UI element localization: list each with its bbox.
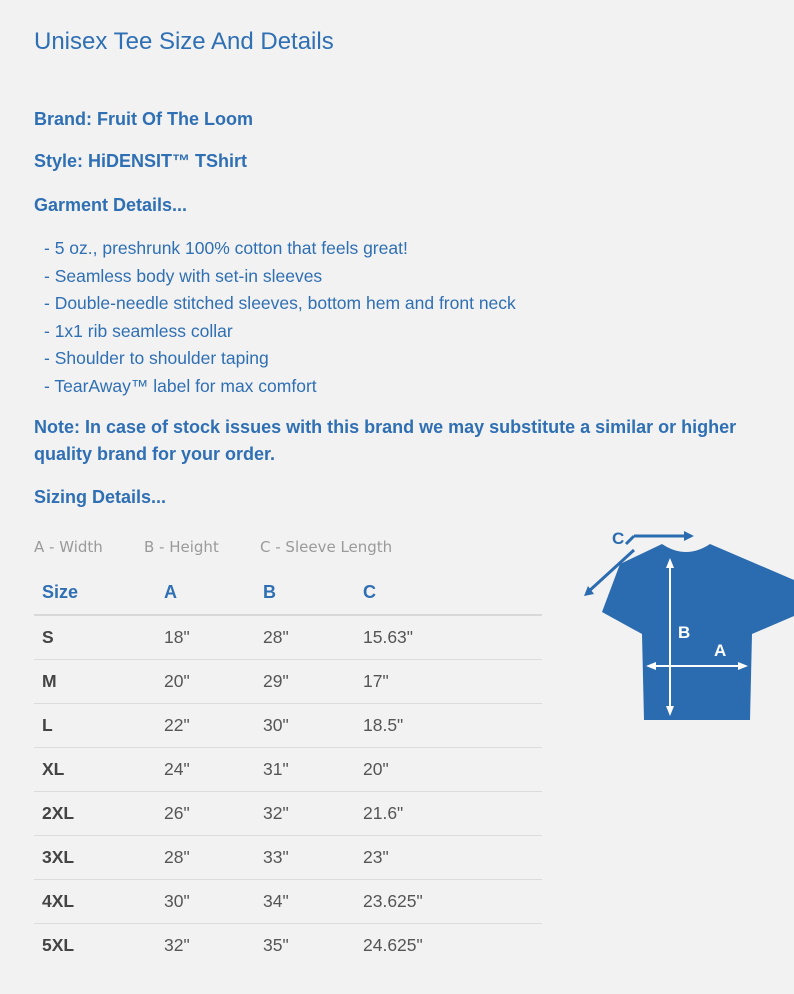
brand-line: Brand: Fruit Of The Loom [34, 109, 253, 129]
header-b: B [263, 570, 363, 615]
legend-b: B - Height [144, 538, 219, 556]
table-row [34, 615, 542, 660]
measurement-cell: 22" [164, 704, 263, 748]
table-row [34, 924, 542, 968]
list-item: - Shoulder to shoulder taping [44, 348, 269, 368]
measurement-cell: 26" [164, 792, 263, 836]
size-cell: L [34, 704, 164, 748]
size-cell: 5XL [42, 935, 75, 955]
measurement-cell: 20" [164, 660, 263, 704]
legend-a: A - Width [34, 538, 103, 556]
list-item: - 5 oz., preshrunk 100% cotton that feels great! [44, 238, 408, 258]
garment-details-list [44, 236, 516, 401]
measurement-cell: 28" [164, 836, 263, 880]
measurement-cell: 32" [164, 935, 190, 955]
measurement-cell: 17" [363, 660, 542, 704]
size-cell: 3XL [34, 836, 164, 880]
table-row [34, 880, 542, 924]
tshirt-diagram [582, 524, 794, 728]
measurement-cell: 29" [263, 660, 363, 704]
measurement-cell: 30" [164, 880, 263, 924]
style-line: Style: HiDENSIT™ TShirt [34, 151, 248, 171]
table-header-row [34, 570, 542, 615]
size-table [34, 570, 542, 967]
measurement-cell: 31" [263, 748, 363, 792]
measurement-cell: 24" [164, 748, 263, 792]
measurement-cell: 34" [263, 880, 363, 924]
measurement-cell: 32" [263, 792, 363, 836]
label-a: A [714, 641, 727, 660]
header-a: A [164, 570, 263, 615]
size-cell: XL [34, 748, 164, 792]
size-cell: M [34, 660, 164, 704]
measurement-cell: 35" [263, 935, 289, 955]
table-row [34, 792, 542, 836]
table-row [34, 704, 542, 748]
measurement-cell: 15.63" [363, 615, 542, 660]
tshirt-shape [602, 544, 794, 720]
size-cell: 2XL [34, 792, 164, 836]
measurement-cell: 24.625" [363, 935, 423, 955]
measurement-cell: 33" [263, 836, 363, 880]
list-item: - 1x1 rib seamless collar [44, 320, 233, 341]
label-c: C [612, 529, 625, 548]
size-cell: 4XL [34, 880, 164, 924]
label-b: B [678, 623, 691, 642]
garment-details-heading: Garment Details... [34, 195, 188, 215]
sizing-details-heading: Sizing Details... [34, 487, 167, 507]
measurement-cell: 23" [363, 836, 542, 880]
header-c: C [363, 570, 542, 615]
header-size: Size [34, 570, 164, 615]
list-item: - Double-needle stitched sleeves, bottom hem and front neck [44, 293, 516, 313]
measurement-cell: 21.6" [363, 792, 542, 836]
stock-note: Note: In case of stock issues with this brand we may substitute a similar or higher quality brand for your order. [34, 417, 737, 464]
measurement-cell: 28" [263, 615, 363, 660]
measurement-cell: 20" [363, 748, 542, 792]
shoulder-arrow-head [684, 531, 694, 541]
measurement-cell: 30" [263, 704, 363, 748]
measurement-cell: 18.5" [363, 704, 542, 748]
list-item: - TearAway™ label for max comfort [44, 375, 317, 396]
table-row [34, 748, 542, 792]
table-row [34, 836, 542, 880]
list-item: - Seamless body with set-in sleeves [44, 265, 323, 286]
legend-c: C - Sleeve Length [260, 538, 393, 556]
size-cell: S [34, 615, 164, 660]
page-title: Unisex Tee Size And Details [34, 28, 334, 55]
measurement-cell: 23.625" [363, 880, 542, 924]
measurement-cell: 18" [164, 615, 263, 660]
table-row [34, 660, 542, 704]
shoulder-arrow-connector [626, 536, 634, 544]
